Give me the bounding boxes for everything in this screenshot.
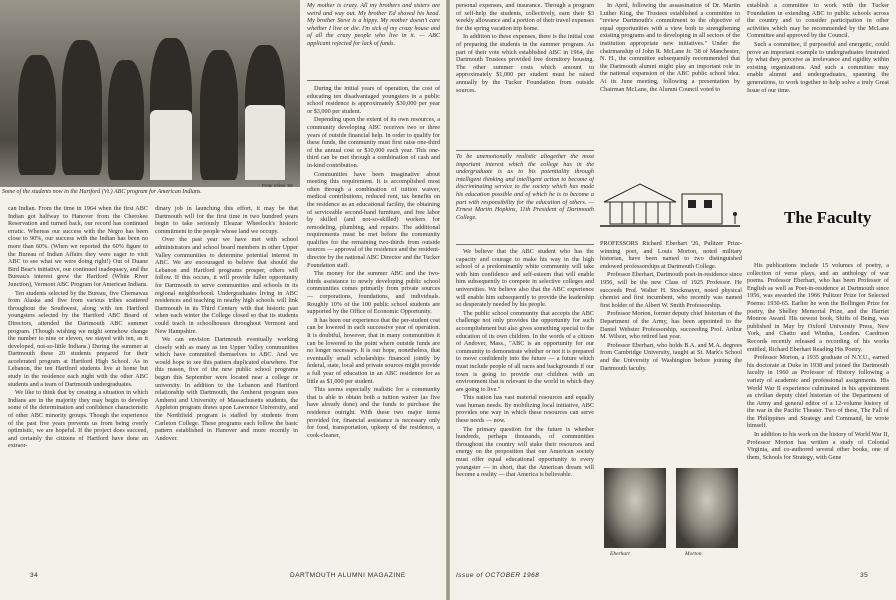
faculty-column-1 xyxy=(600,240,742,460)
paragraph: Professor Eberhart, Dartmouth poet-in-residence since 1956, will be the new Class of 1925 Professor. He succeeds Prof. Walter H. Stockmayer, noted physical chemist and first incumbent, who recently was named first holder of the Albert W. Smith Professorship. xyxy=(600,271,742,309)
portrait-caption: Morton xyxy=(685,551,702,557)
paragraph: It has been our experience that the per-student cost can be lowered in each successive year of operation. It is doubtful, however, that in many communities it can be lowered to the point where outside funds are no longer necessary. It is our hope, nonetheless, that eventually small scholarships financed jointly by federal, state, local and private sources might provide a full year of education in an ABC residence for as little as $1,000 per student. xyxy=(307,316,440,385)
paragraph: This nation has vast material resources and equally vast human needs. By mobilizing local initiative, ABC provides one way in which these resources can serve these needs — now. xyxy=(456,394,594,425)
paragraph: The primary question for the future is whether hundreds, perhaps thousands, of communities throughout the country will stake their resources and energy on the proposition that our American society must offer equal educational opportunity to every youngster — in short, that the American dream will become a reality — that America is believable. xyxy=(456,425,594,479)
paragraph: We can envision Dartmouth eventually working closely with as many as ten Upper Valley communities which have committed themselves to ABC. And we would hope to see this pattern duplicated elsewhere. For this reason, five of the new public school programs begun this September were located near a college or university. In addition to the Lebanon and Hartford relationship with Dartmouth, the Amherst program uses Amherst and University of Massachusetts students, the Appleton program draws upon Lawrence University, and the Northfield program is staffed by students from Carleton College. These programs each follow the basic pattern established in Hanover and more recently in Andover. xyxy=(155,336,298,442)
paragraph: Depending upon the extent of its own resources, a community developing ABC receives two or three years of outside financial help. In order to qualify for these funds, the community must first raise one-third of the annual cost or $10,000 each year. This one-third can be met through a combination of cash and in-kind contribution. xyxy=(307,116,440,169)
left-column-2 xyxy=(155,205,298,567)
magazine-title: DARTMOUTH ALUMNI MAGAZINE xyxy=(290,572,406,579)
paragraph: dinary job in launching this effort, it may be that Dartmouth will for the first time in two hundred years begin to take seriously Eleazar Wheelock's historic commitment to the people whose land we occupy. xyxy=(155,205,298,235)
photo-credit: Peter Imber '69 xyxy=(262,183,293,188)
quote-text: To be unemotionally realistic altogether the most important interest which the college has in the undergraduate is as to his potentiality through intelligent thinking and intelligent action to become of discriminating service to the society which has made his education possible and of which he is to become a part with responsibility for the education of others. — Ernest Martin Hopkins, 11th President of Dartmouth College. xyxy=(456,153,594,221)
paragraph: Professor Morton, a 1935 graduate of N.Y.U., earned his doctorate at Duke in 1938 and joined the Dartmouth faculty in 1960 as Professor of History following a variety of academic and professional assignments. His World War II experience culminated in his appointment as civilian deputy chief historian of the Department of the Army and general editor of a 12-volume history of the war in the Pacific Theater. Two of these, The Fall of the Philippines and Strategy and Command, he wrote himself. xyxy=(747,354,889,430)
quote-rule-top xyxy=(456,150,594,151)
paragraph: His publications include 15 volumes of poetry, a collection of verse plays, and an anthology of war poems. Professor Eberhart, who has been Professor of English as well as Poet-in-residence at Dartmouth since 1956, was awarded the 1966 Pulitzer Prize for Selected Poems: 1930-65. Earlier he won the Bollingen Prize for poetry, the Shelley Memorial Prize, and the Harriet Monroe Award. His newest book, Shifts of Being, was published in May by Oxford University Press, New York, and Chatto and Windus, London. Caedmon Records recently released a recording of his works entitled, Richard Eberhart Reading His Poetry. xyxy=(747,262,889,353)
morton-portrait xyxy=(676,468,738,548)
left-column-3 xyxy=(307,85,440,567)
paragraph: personal expenses, and insurance. Through a program of self-help the students, collectively, earn their $3 weekly allowance and a portion of their travel expenses for the spring vacation trip home. xyxy=(456,2,594,32)
paragraph: This seems especially realistic for a community that is able to obtain both a tuition waiver (as five have already done) and the funds to purchase the residence outright. With these two major items provided for, financial assistance is necessary only for food, transportation, upkeep of the residence, a cook-cleaner, xyxy=(307,386,440,439)
students-photo xyxy=(0,0,300,187)
right-column-1 xyxy=(456,2,594,147)
photo-caption: Some of the students now in the Hartford (Vt.) ABC program for American Indians. xyxy=(2,189,202,195)
eberhart-portrait xyxy=(604,468,666,548)
paragraph: We believe that the ABC student who has the capacity and courage to make his way in the high school of a predominantly white community will take with him confidence and self-esteem that will enable him subsequently to compete in selective colleges and universities. We believe also that the ABC experience will enable him subsequently to provide the leadership so desperately needed by his people. xyxy=(456,248,594,309)
page-number-left: 34 xyxy=(30,572,39,579)
quote-box-left xyxy=(307,2,440,82)
right-column-3 xyxy=(747,2,889,162)
right-page xyxy=(450,0,896,600)
paragraph: Communities have been imaginative about meeting this requirement. It is accomplished most often through a combination of tuition waiver, medical contributions, reduced rent, tax benefits on the residence as an educational facility, the obtaining of serviceable second-hand furniture, and free labor by skilled (and not-so-skilled) workers for remodeling, plumbing, and repairs. The additional requirements must be met before the community qualifies for the remaining two-thirds from outside sources — approval of the residence and the resident-director by the national ABC Director and the Tucker Foundation staff. xyxy=(307,170,440,269)
paragraph: During the initial years of operation, the cost of educating ten disadvantaged youngsters in a public school residence is approximately $30,000 per year or $3,000 per student. xyxy=(307,85,440,115)
paragraph: Professor Morton, former deputy chief historian of the Department of the Army, has been appointed to the Daniel Webster Professorship, succeeding Prof. Arthur M. Wilson, who retired last year. xyxy=(600,310,742,341)
paragraph: Such a committee, if purposeful and energetic, could prove an important example to undergraduates frustrated by what they perceive as irrelevance and rigidity within existing organizations. And such a committee may enable alumni and undergraduates, spanning the generations, to work together to help solve a truly Great Issue of our time. xyxy=(747,40,889,94)
page-number-right: 35 xyxy=(860,572,869,579)
paragraph: Ten students selected by the Bureau, five Chemawas from Alaska and five from various tribes scattered throughout the Southwest, along with ten Hartford youngsters selected by the Hartford ABC Board of Directors, attended the Dartmouth ABC summer program. (Though wishing we might somehow change the number to nine or eleven, we stayed with ten, as it developed, not-so-little Indians.) During the summer at Dartmouth these 20 students prepared for their accelerated program at Hartford High School. As in Lebanon, the ten Hartford students live at home but study in the residence each night with the other ABC students and a team of Dartmouth undergraduates. xyxy=(8,289,148,388)
quote-rule xyxy=(307,80,440,81)
issue-date: Issue of OCTOBER 1968 xyxy=(456,572,540,579)
paragraph: In April, following the assassination of Dr. Martin Luther King, the Trustees established a committee to "review Dartmouth's commitment to the objective of equal opportunities with a view both to strengthening existing programs and to developing in all sectors of the institution appropriate new initiatives." Under the chairmanship of John R. McLane Jr. '38 of Manchester, N. H., the committee subsequently recommended that the Dartmouth alumni might play an important role in the national expansion of the ABC public school idea. At its June meeting, following a presentation by Chairman McLane, the Alumni Council voted to xyxy=(600,2,740,93)
portrait-caption: Eberhart xyxy=(610,551,630,557)
left-column-1 xyxy=(8,205,148,567)
paragraph: We like to think that by creating a situation in which Indians are in the majority they may begin to develop some of the determination and confidence characteristic of other ABC minority groups. Though the experience of the past five years prevents us from being overly optimistic, we are hopeful. If the project does succeed, and certainly the citizens of Hartford have done an extraor- xyxy=(8,389,148,450)
quote-text: My mother is crazy. All my brothers and sisters are weird and way out. My brother Ed shaved his head. My brother Steve is a hippy. My mother doesn't care whether I live or die. I'm sick of my crazy house and of all the crazy people who live in it. — ABC applicant rejected for lack of funds. xyxy=(307,2,440,47)
paragraph: can Indian. From the time in 1964 when the first ABC Indian got halfway to Hanover from the Cherokee Reservation and turned back, our record has continued erratic. Whereas our success with the Negro has been close to 90%, our success with the Indian has been no more than 60%. (When we reported the 60% figure to the Bureau of Indian Affairs they were eager to visit ABC to see what we were doing right!) Out of Duane Bird Bear's initiative, our continued inadequacy, and the Bureau's interest grew the Hartford (White River Junction), Vermont ABC Program for American Indians. xyxy=(8,205,148,288)
paragraph: PROFESSORS Richard Eberhart '26, Pulitzer Prize-winning poet, and Louis Morton, noted military historian, have been named to two distinguished endowed professorships at Dartmouth College. xyxy=(600,240,742,270)
paragraph: In addition to his work on the history of World War II, Professor Morton has written a study of Colonial Virginia, and co-authored several other books, one of them, Schools for Strategy, with Gene xyxy=(747,431,889,461)
paragraph: In addition to these expenses, there is the initial cost of preparing the students in the summer program. As part of their vote which established ABC in 1964, the Dartmouth Trustees provided free dormitory housing. The other summer costs which amount to approximately $1,000 per student must be raised annually by the Tucker Foundation from outside sources. xyxy=(456,33,594,94)
quote-rule-bottom xyxy=(456,244,594,245)
right-column-1b xyxy=(456,248,594,566)
paragraph: Professor Eberhart, who holds B.A. and M.A. degrees from Cambridge University, taught at St. Mark's School and the University of Washington before joining the Dartmouth faculty. xyxy=(600,341,742,372)
quote-box-right xyxy=(456,153,594,243)
paragraph: Over the past year we have met with school administrators and school board members in other Upper Valley communities to determine potential interest in ABC. We are encouraged to believe that should the Lebanon and Hartford programs prosper, others will follow. If this occurs, it will provide fuller opportunity for Dartmouth to serve communities and schools in its regional neighborhood. Undergraduates living in ABC residences and teaching in nearby high schools will link Dartmouth in its Third Century with that historic past when each winter the College closed so that its students could teach in schoolhouses throughout Vermont and New Hampshire. xyxy=(155,236,298,335)
right-column-2 xyxy=(600,2,740,162)
section-heading: The Faculty xyxy=(784,208,872,227)
left-page xyxy=(0,0,446,600)
paragraph: The public school community that accepts the ABC challenge not only provides the opportunity for such accomplishment but also gives something special to the education of its own children. In the words of a citizen of Andover, Mass., "ABC is an opportunity for our community to demonstrate whether or not it is prepared to move confidently into the future — a future which must include people of all races and backgrounds if our town is going to provide our children with an environment that is relevant to the world in which they are going to live." xyxy=(456,309,594,393)
paragraph: The money for the summer ABC and the two-thirds assistance to newly developing public school communities comes primarily from private sources — corporations, foundations, and individuals. Roughly 10% of the 100 public school students are supported by the Office of Economic Opportunity. xyxy=(307,270,440,316)
paragraph: establish a committee to work with the Tucker Foundation in extending ABC to public schools across the country and to consider participation in other activities which may be recommended by the McLane Committee and approved by the Council. xyxy=(747,2,889,40)
faculty-building-illustration xyxy=(600,172,780,230)
faculty-column-2 xyxy=(747,262,889,567)
